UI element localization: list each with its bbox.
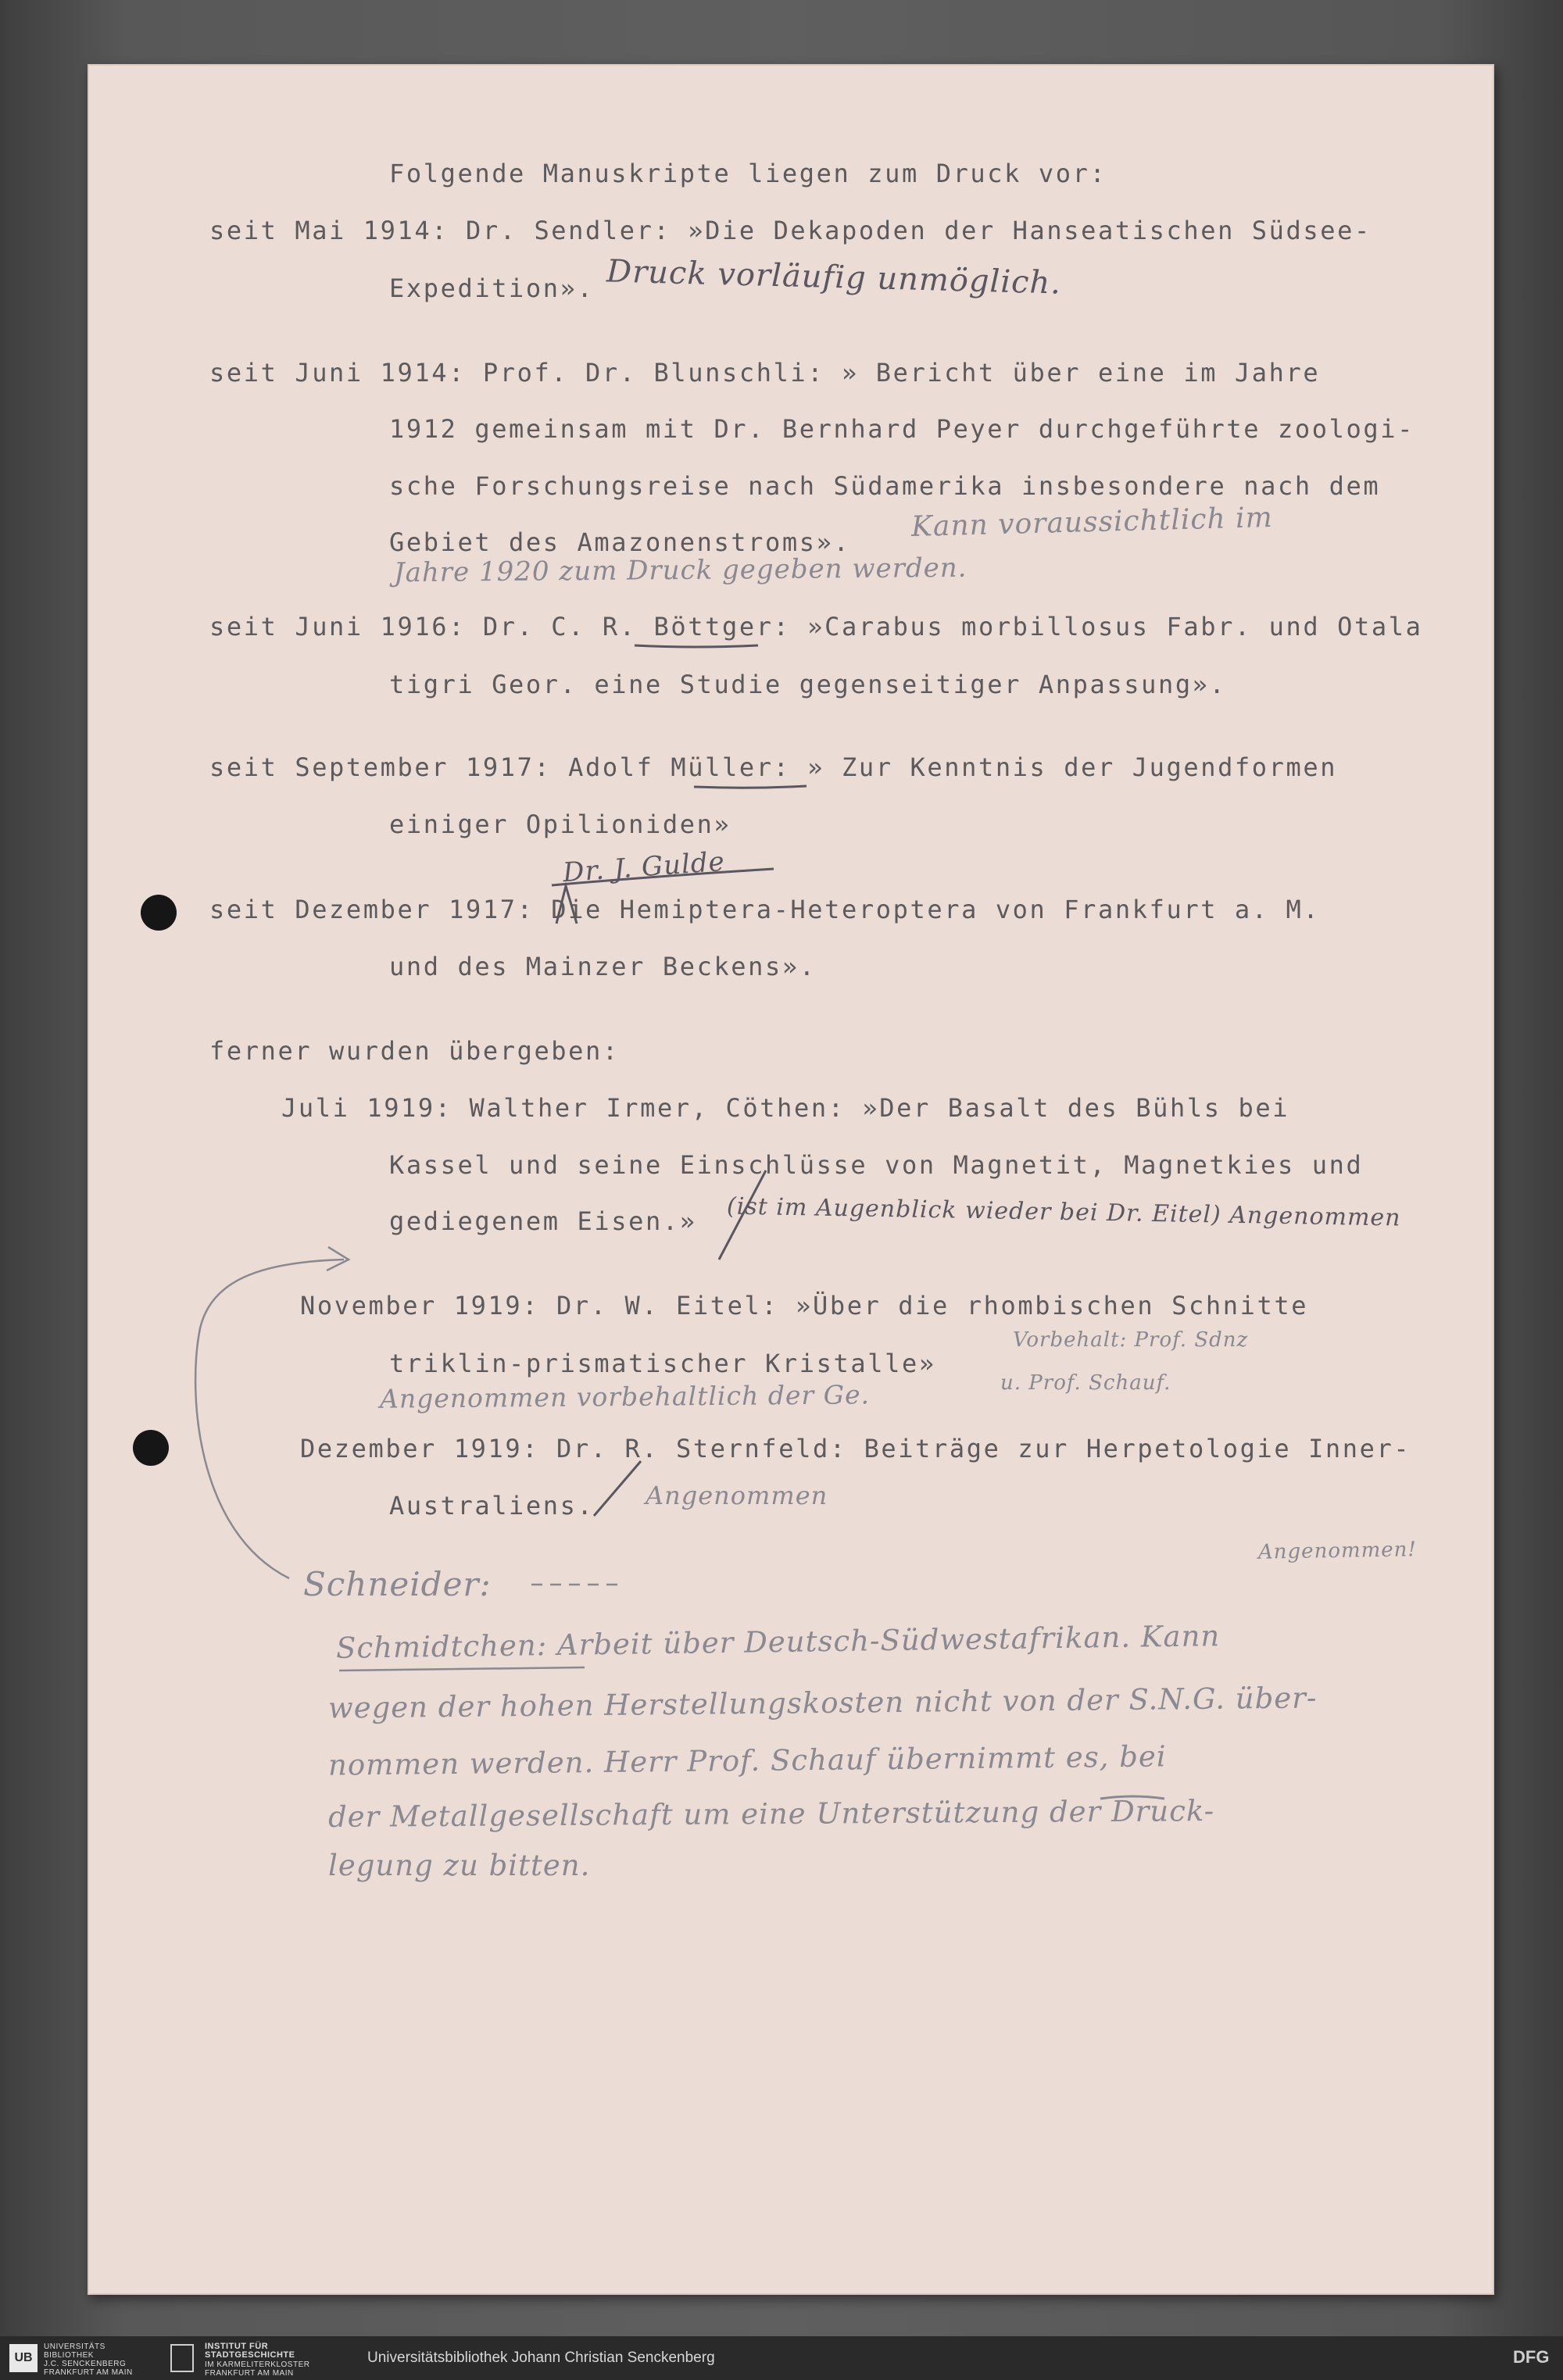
entry-mueller-line-2: einiger Opilioniden»: [389, 809, 731, 839]
underline-schmidtchen: [339, 1667, 585, 1671]
handwritten-note-eitel-1: Vorbehalt: Prof. Sdnz: [1013, 1328, 1249, 1352]
handwritten-note-sternfeld: Angenommen: [646, 1481, 828, 1510]
inst-text-2: STADTGESCHICHTE: [205, 2350, 295, 2360]
handwritten-note-block-5: legung zu bitten.: [328, 1849, 591, 1882]
slash-irmer: [719, 1170, 766, 1260]
heading-line: Folgende Manuskripte liegen zum Druck vor:: [389, 159, 1107, 188]
strikethrough-block: [1100, 1796, 1164, 1799]
entry-sendler-line-1: seit Mai 1914: Dr. Sendler: »Die Dekapoden der Hanseatischen Südsee-: [209, 216, 1372, 245]
arrow-head: [327, 1247, 349, 1270]
entry-boettger-line-1: seit Juni 1916: Dr. C. R. Böttger: »Carabus morbillosus Fabr. und Otala: [209, 612, 1423, 641]
handwritten-note-block-3: nommen werden. Herr Prof. Schauf übernimmt es, bei: [327, 1739, 1167, 1782]
inst-text-1: INSTITUT FÜR: [205, 2342, 269, 2351]
library-name: Universitätsbibliothek Johann Christian Senckenberg: [367, 2350, 715, 2366]
inst-text-3: IM KARMELITERKLOSTER: [205, 2360, 310, 2369]
entry-eitel-line-2: triklin-prismatischer Kristalle»: [389, 1349, 936, 1378]
entry-gulde-line-1: seit Dezember 1917: Die Hemiptera-Heteroptera von Frankfurt a. M.: [209, 895, 1321, 924]
underline-gulde: [552, 869, 774, 885]
ub-text-2: BIBLIOTHEK: [44, 2351, 94, 2360]
entry-irmer-line-1: Juli 1919: Walther Irmer, Cöthen: »Der Basalt des Bühls bei: [281, 1093, 1290, 1123]
handwritten-note-block-2: wegen der hohen Herstellungskosten nicht von der S.N.G. über-: [327, 1681, 1318, 1725]
handwritten-note-irmer: (ist im Augenblick wieder bei Dr. Eitel) Angenommen: [726, 1192, 1401, 1232]
handwritten-note-block-1: Schmidtchen: Arbeit über Deutsch-Südwestafrikan. Kann: [335, 1619, 1221, 1665]
underline-boettger: [635, 645, 758, 647]
entry-sternfeld-line-1: Dezember 1919: Dr. R. Sternfeld: Beiträge zur Herpetologie Inner-: [300, 1434, 1411, 1463]
entry-boettger-line-2: tigri Geor. eine Studie gegenseitiger Anpassung».: [389, 670, 1227, 699]
dfg-logo: DFG: [1513, 2347, 1550, 2367]
institute-logo-icon: [170, 2344, 194, 2372]
entry-sendler-line-2: Expedition».: [389, 273, 595, 303]
entry-mueller-line-1: seit September 1917: Adolf Müller: » Zur Kenntnis der Jugendformen: [209, 752, 1338, 782]
slash-sternfeld: [594, 1461, 641, 1516]
entry-blunschli-line-3: sche Forschungsreise nach Südamerika insbesondere nach dem: [389, 471, 1381, 501]
ub-text-1: UNIVERSITÄTS: [44, 2342, 106, 2351]
footer-bar: [0, 2336, 1563, 2380]
entry-blunschli-line-2: 1912 gemeinsam mit Dr. Bernhard Peyer durchgeführte zoologi-: [389, 414, 1415, 444]
ub-text-4: FRANKFURT AM MAIN: [44, 2368, 133, 2377]
handwritten-note-gulde: Dr. J. Gulde: [561, 845, 726, 889]
further-heading: ferner wurden übergeben:: [209, 1036, 620, 1066]
inst-text-4: FRANKFURT AM MAIN: [205, 2369, 294, 2378]
arrow-curve: [195, 1260, 344, 1578]
ub-logo: UB: [9, 2344, 38, 2372]
handwritten-note-sendler: Druck vorläufig unmöglich.: [606, 253, 1062, 302]
underline-mueller: [694, 786, 807, 788]
handwritten-note-eitel-2: u. Prof. Schauf.: [1000, 1371, 1171, 1395]
entry-eitel-line-1: November 1919: Dr. W. Eitel: »Über die rhombischen Schnitte: [300, 1291, 1309, 1320]
handwritten-note-eitel-3: Angenommen vorbehaltlich der Ge.: [379, 1379, 871, 1414]
handwritten-note-angenommen: Angenommen!: [1257, 1538, 1418, 1564]
entry-irmer-line-3: gediegenem Eisen.»: [389, 1206, 697, 1236]
insert-caret-gulde: [556, 886, 577, 924]
entry-gulde-line-2: und des Mainzer Beckens».: [389, 952, 817, 981]
handwritten-note-block-4: der Metallgesellschaft um eine Unterstützung der Druck-: [327, 1794, 1215, 1834]
handwritten-note-blunschli-1: Kann voraussichtlich im: [910, 501, 1274, 544]
entry-blunschli-line-1: seit Juni 1914: Prof. Dr. Blunschli: » Bericht über eine im Jahre: [209, 358, 1321, 388]
entry-sternfeld-line-2: Australiens.: [389, 1491, 595, 1521]
entry-blunschli-line-4: Gebiet des Amazonenstroms».: [389, 527, 851, 557]
entry-irmer-line-2: Kassel und seine Einschlüsse von Magnetit, Magnetkies und: [389, 1150, 1364, 1180]
handwritten-note-schneider: Schneider:: [303, 1565, 492, 1603]
handwritten-note-blunschli-2: Jahre 1920 zum Druck gegeben werden.: [393, 552, 967, 589]
ub-text-3: J.C. SENCKENBERG: [44, 2360, 127, 2368]
